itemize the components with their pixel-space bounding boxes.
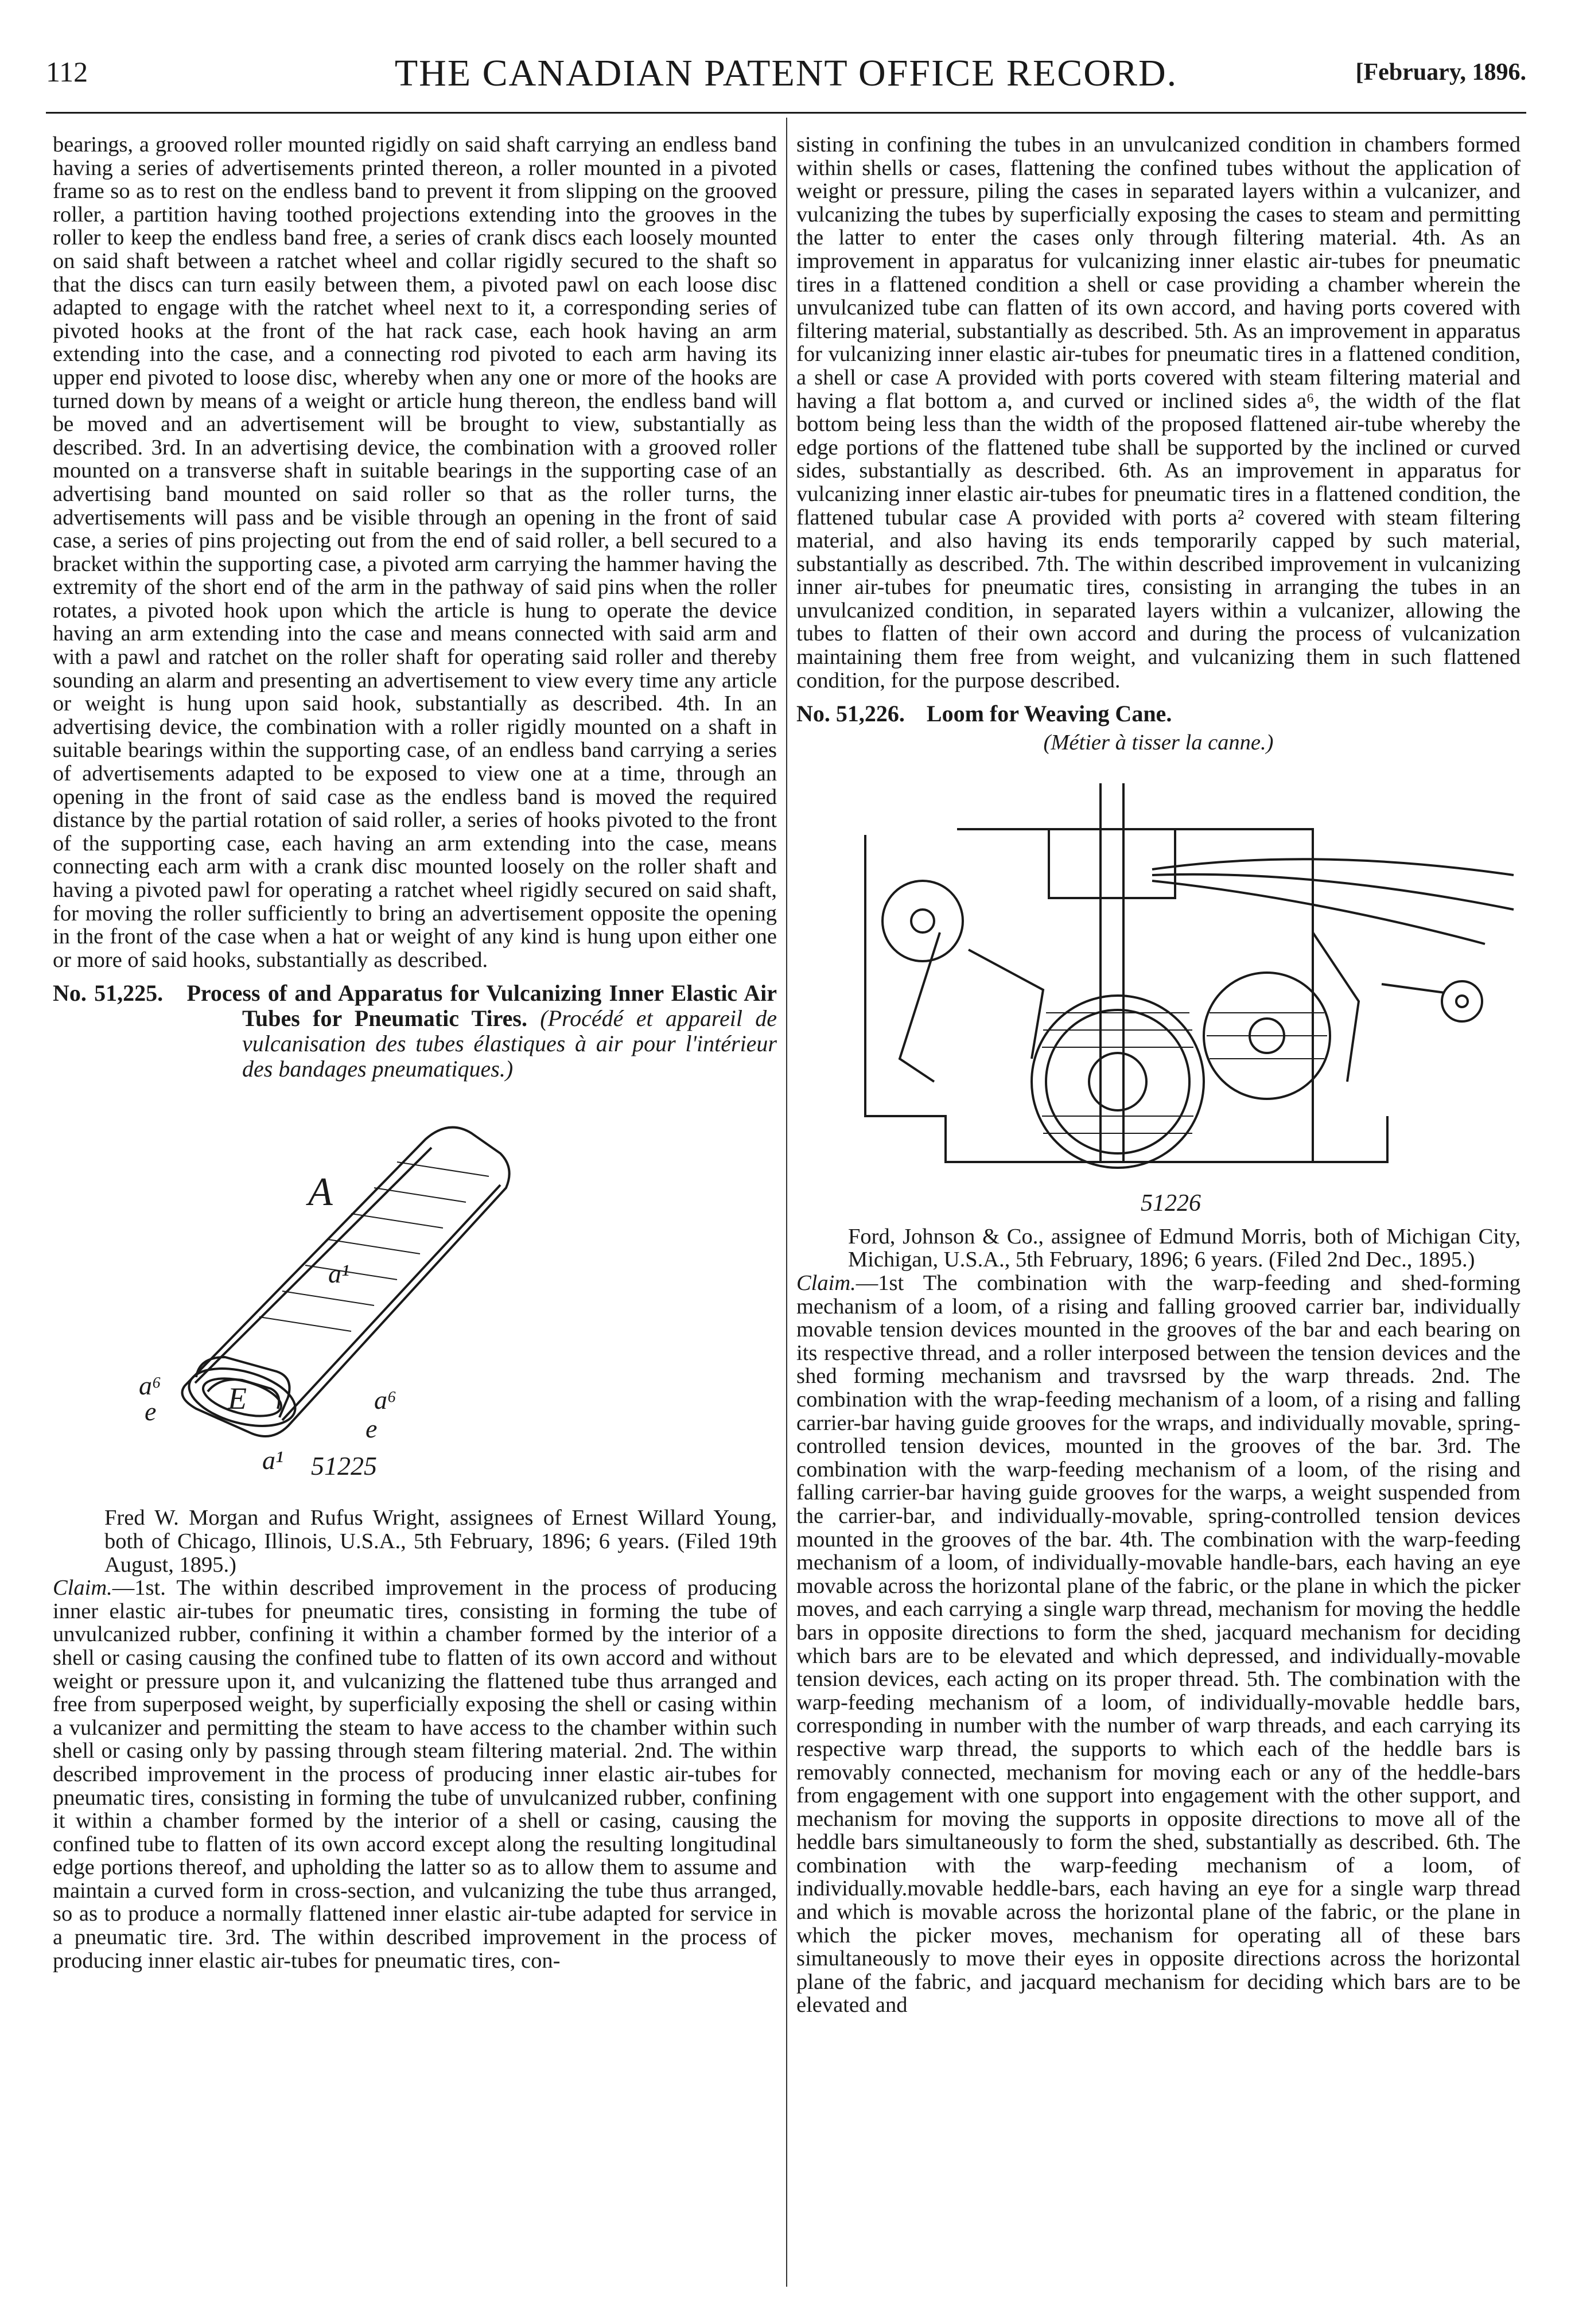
- patent-title: Process of and Apparatus for Vulcanizing Inner Elastic Air Tubes for Pneumatic Tires.: [186, 980, 777, 1032]
- patent-title-french-51226: (Métier à tisser la canne.): [1043, 730, 1274, 755]
- claim-label: Claim.: [53, 1576, 112, 1600]
- vulcanizing-case-drawing: [53, 1087, 777, 1501]
- claim-label-51226: Claim.: [796, 1271, 856, 1296]
- journal-title: THE CANADIAN PATENT OFFICE RECORD.: [394, 52, 1178, 94]
- patent-heading-51225: [53, 981, 777, 1082]
- issue-date: [February, 1896.: [1355, 59, 1526, 86]
- claims-51226: [796, 1272, 1521, 2017]
- claim-text: —1st. The within described improvement in the process of producing inner elastic air-tubes for pneumatic tires, consisting in forming the tube of unvulcanized rubber, confining it within a chamber formed by the interior of a shell or casing causing the confined tube to flatten of its own accord and without weight or pressure upon it, and vulcanizing the flattened tube thus arranged and free from superposed weight, by superficially exposing the shell or casing within a vulcanizer and permitting the steam to have access to the chamber within such shell or casing only by passing through steam filtering material. 2nd. The within described improvement in the process of producing inner elastic air-tubes for pneumatic tires, consisting in forming the tube of unvulcanized rubber, confining it within a chamber formed by the interior of a shell or casing, causing the confined tube to flatten of its own accord except along the resulting longitudinal edge portions thereof, and upholding the latter so as to allow them to assume and maintain a curved form in cross-section, and vulcanizing the tube thus arranged, so as to produce a normally flattened inner elastic air-tube adapted for service in a pneumatic tire. 3rd. The within described improvement in the process of producing inner elastic air-tubes for pneumatic tires, con-: [53, 1576, 777, 1973]
- page-number: 112: [46, 56, 88, 88]
- patent-title-french: (Procédé et appareil de vulcanisation des tubes élastiques à air pour l'intérieur des bandages pneumatiques.): [242, 1005, 777, 1082]
- patent-heading-51226: [796, 701, 1521, 726]
- label-a1-top: a¹: [328, 1259, 349, 1289]
- header-rule: [46, 112, 1526, 114]
- assignee-51225: Fred W. Morgan and Rufus Wright, assignees of Ernest Willard Young, both of Chicago, Illinois, U.S.A., 5th February, 1896; 6 years. (Filed 19th August, 1895.): [104, 1506, 777, 1577]
- assignee-51226: Ford, Johnson & Co., assignee of Edmund Morris, both of Michigan City, Michigan, U.S.A., 5th February, 1896; 6 years. (Filed 2nd Dec., 1895.): [848, 1224, 1521, 1272]
- label-e-right: e: [365, 1414, 378, 1444]
- label-E: E: [228, 1381, 247, 1416]
- label-e-left: e: [145, 1397, 157, 1427]
- patent-number: No. 51,225.: [53, 980, 164, 1006]
- figure-vulcanizing-case: [53, 1087, 777, 1501]
- column-divider: [786, 118, 787, 2287]
- right-column: [796, 133, 1521, 2017]
- label-a6-right: a⁶: [374, 1385, 396, 1415]
- loom-drawing: [796, 760, 1521, 1219]
- label-A: A: [308, 1170, 333, 1215]
- patent-title-51226: Loom for Weaving Cane.: [926, 701, 1172, 727]
- claim-text-51226: —1st The combination with the warp-feeding and shed-forming mechanism of a loom, of a rising and falling grooved carrier bar, individually movable tension devices mounted in the grooves of the bar and each bearing on its respective thread, and a roller interposed between the tension devices and the shed forming mechanism and travsrsed by the warp threads. 2nd. The combination with the wrap-feeding mechanism of a loom, of a rising and falling carrier-bar having guide grooves for the wraps, and individually movable, spring-controlled tension devices, mounted in the grooves of the bar. 3rd. The combination with the warp-feeding mechanism of a loom, of the rising and falling carrier-bar having guide grooves for the warps, a weight suspended from the carrier-bar, and individually-movable, spring-controlled tension devices mounted in the grooves of the bar. 4th. The combination with the warp-feeding mechanism of a loom, of individually-movable handle-bars, each having an eye movable across the horizontal plane of the fabric, or the plane in which the picker moves, and each carrying a single warp thread, mechanism for moving the heddle bars in opposite directions to form the shed, jacquard mechanism for deciding which bars are to be elevated and which depressed, and individually-movable tension devices, each acting on its proper thread. 5th. The combination with the warp-feeding mechanism of a loom, of individually-movable heddle bars, corresponding in number with the number of warp threads, and each carrying its respective warp thread, the supports to which each of the heddle bars is removably connected, mechanism for moving each or any of the heddle-bars from engagement with one support into engagement with the other support, and mechanism for moving the supports in opposite directions to move all of the heddle bars simultaneously to form the shed, substantially as described. 6th. The combination with the warp-feeding mechanism of a loom, of individually.movable heddle-bars, each having an eye for a single warp thread and which is movable across the horizontal plane of the fabric, or the plane in which the picker moves, mechanism for operating all of these bars simultaneously to move their eyes in opposite directions across the horizontal plane of the fabric, and jacquard mechanism for deciding which bars are to be elevated and: [796, 1271, 1521, 2018]
- continued-claims-text-right: sisting in confining the tubes in an unvulcanized condition in chambers formed within shells or cases, flattening the confined tubes without the application of weight or pressure, piling the cases in separated layers within a vulcanizer, and vulcanizing the tubes by superficially exposing the cases to steam and permitting the latter to enter the cases only through filtering material. 4th. As an improvement in apparatus for vulcanizing inner elastic air-tubes for pneumatic tires in a flattened condition a shell or case providing a chamber wherein the unvulcanized tube can flatten of its own accord, and having ports covered with filtering material, substantially as described. 5th. As an improvement in apparatus for vulcanizing inner elastic air-tubes for pneumatic tires in a flattened condition, a shell or case A provided with ports covered with steam filtering material and having a flat bottom a, and curved or inclined sides a⁶, the width of the flat bottom being less than the width of the proposed flattened air-tube whereby the edge portions of the flattened tube shall be supported by the inclined or curved sides, substantially as described. 6th. As an improvement in apparatus for vulcanizing inner elastic air-tubes for pneumatic tires in a flattened condition, the flattened tubular case A provided with ports a² covered with steam filtering material, and also having its ends temporarily capped by such material, substantially as described. 7th. The within described improvement in vulcanizing inner air-tubes for pneumatic tires, consisting in arranging the tubes in an unvulcanized condition, in separated layers within a vulcanizer, allowing the tubes to flatten of their own accord and during the process of vulcanization maintaining them free from weight, and vulcanizing them in such flattened condition, for the purpose described.: [796, 133, 1521, 693]
- claims-51225: [53, 1576, 777, 1972]
- patent-number-51226: No. 51,226.: [796, 701, 905, 727]
- label-a1-bottom: a¹: [262, 1445, 283, 1475]
- page-header: [46, 49, 1526, 101]
- figure-number-51226: 51226: [1141, 1190, 1201, 1217]
- continued-claims-text: bearings, a grooved roller mounted rigidly on said shaft carrying an endless band having a series of advertisements printed thereon, a roller mounted in a pivoted frame so as to rest on the endless band to prevent it from slipping on the grooved roller, a partition having toothed projections extending into the grooves in the roller to keep the endless band free, a series of crank discs each loosely mounted on said shaft between a ratchet wheel and collar rigidly secured to the shaft so that the discs can turn easily between them, a pivoted pawl on each loose disc adapted to engage with the ratchet wheel next to it, a corresponding series of pivoted hooks at the front of the hat rack case, each hook having an arm extending into the case, and a connecting rod pivoted to each arm having its upper end pivoted to loose disc, whereby when any one or more of the hooks are turned down by means of a weight or article hung thereon, the endless band will be moved and an advertisement will be brought to view, substantially as described. 3rd. In an advertising device, the combination with a grooved roller mounted on a transverse shaft in suitable bearings in the supporting case of an advertising band mounted on said roller so that as the roller turns, the advertisements will pass and be visible through an opening in the front of said case, a series of pins projecting out from the end of said roller, a bell secured to a bracket within the supporting case, a pivoted arm carrying the hammer having the extremity of the short end of the arm in the pathway of said pins when the roller rotates, a pivoted hook upon which the article is hung to operate the device having an arm extending into the case and means connected with said arm and with a pawl and ratchet on the roller shaft for operating said roller and thereby sounding an alarm and presenting an advertisement to view every time any article or weight is hung upon said hook, substantially as described. 4th. In an advertising device, the combination with a roller rigidly mounted on a shaft in suitable bearings within the supporting case, of an endless band carrying a series of advertisements adapted to be exposed to view one at a time, through an opening in the front of said case as the endless band is moved the required distance by the partial rotation of said roller, a series of hooks pivoted to the front of the supporting case, each having an arm extending into the case, means connecting each arm with a crank disc mounted loosely on the roller shaft and having a pivoted pawl for operating a ratchet wheel rigidly secured on said shaft, for moving the roller sufficiently to bring an advertisement opposite the opening in the front of the case when a hat or weight of any kind is hung upon either one or more of said hooks, substantially as described.: [53, 133, 777, 972]
- label-a6-left: a⁶: [139, 1371, 161, 1401]
- figure-number-51225: 51225: [311, 1451, 377, 1481]
- left-column: [53, 133, 777, 1972]
- figure-loom: [796, 760, 1521, 1219]
